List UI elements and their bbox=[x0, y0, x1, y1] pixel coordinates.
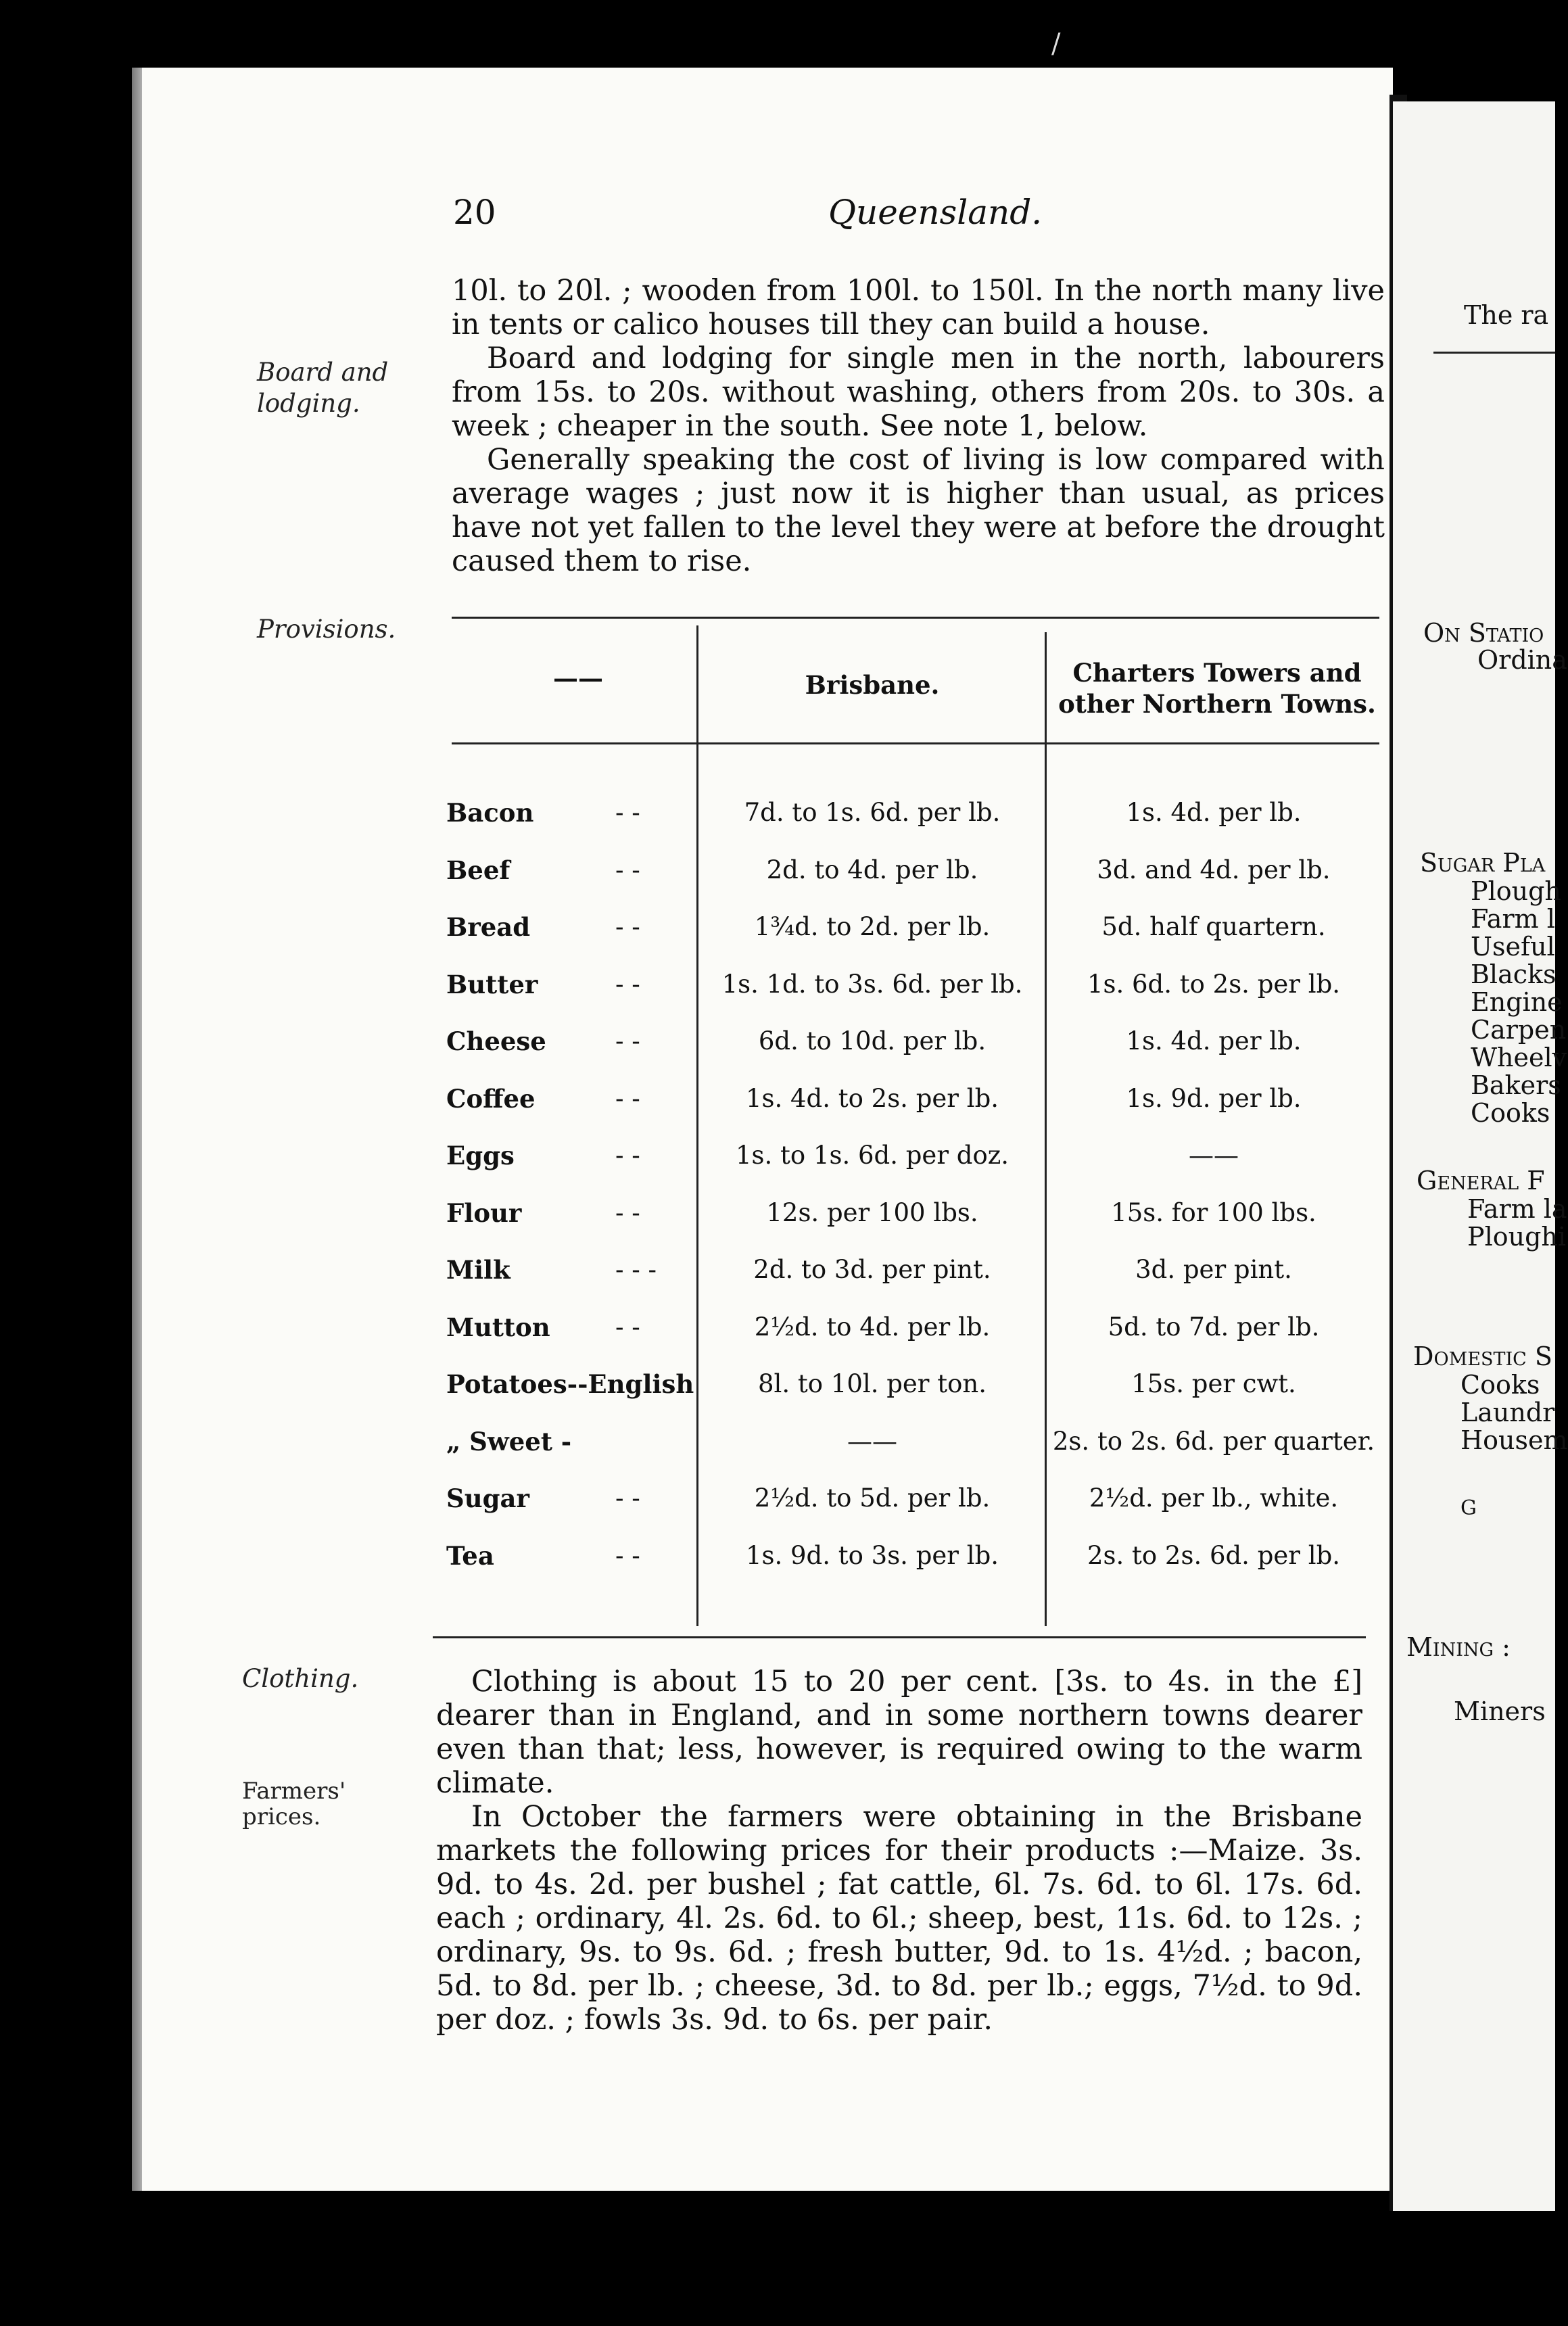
facing-text: Carpen bbox=[1471, 1015, 1567, 1045]
table-cell-brisbane: 8l. to 10l. per ton. bbox=[757, 1369, 987, 1398]
facing-text: The ra bbox=[1464, 300, 1549, 330]
table-cell-item: Beef bbox=[446, 855, 510, 885]
facing-text: Engine bbox=[1471, 987, 1563, 1017]
table-cell-leader: - - bbox=[615, 969, 640, 999]
facing-text: Laundr bbox=[1460, 1398, 1555, 1427]
page-number: 20 bbox=[453, 193, 496, 232]
table-cell-brisbane: 1s. 1d. to 3s. 6d. per lb. bbox=[721, 969, 1023, 999]
table-cell-brisbane: 1s. 4d. to 2s. per lb. bbox=[745, 1083, 999, 1113]
page-mark: / bbox=[1051, 28, 1061, 60]
table-top-rule bbox=[452, 617, 1379, 619]
facing-text: Cooks bbox=[1471, 1098, 1550, 1128]
facing-text: On Statio bbox=[1423, 618, 1544, 648]
table-cell-item: Tea bbox=[446, 1540, 494, 1571]
paragraph-board: Board and lodging for single men in the north, labourers from 15s. to 20s. without washing, others from 20s. to 30s. a week ; cheaper in the south. See note 1, below. bbox=[452, 341, 1385, 443]
table-cell-northern: 1s. 6d. to 2s. per lb. bbox=[1087, 969, 1341, 999]
table-cell-brisbane: 1¾d. to 2d. per lb. bbox=[754, 912, 991, 941]
facing-rule bbox=[1433, 352, 1555, 354]
table-cell-item: Coffee bbox=[446, 1083, 536, 1114]
table-cell-item: Mutton bbox=[446, 1312, 550, 1342]
facing-text: Plough bbox=[1471, 876, 1561, 906]
table-cell-item: Bacon bbox=[446, 798, 534, 828]
margin-note-provisions: Provisions. bbox=[257, 615, 396, 644]
facing-page-fragment bbox=[1393, 101, 1568, 2211]
paragraph-housing: 10l. to 20l. ; wooden from 100l. to 150l. In the north many live in tents or calico houses till they can build a house. bbox=[452, 274, 1385, 341]
table-cell-leader: - - bbox=[615, 1540, 640, 1570]
facing-text: Housem bbox=[1460, 1425, 1568, 1455]
facing-text: Wheelv bbox=[1471, 1043, 1567, 1072]
facing-text: Useful bbox=[1471, 932, 1555, 962]
margin-note-farmers: Farmers' prices. bbox=[242, 1778, 346, 1830]
table-column-rule bbox=[1045, 632, 1047, 1626]
table-cell-leader: - - bbox=[615, 1083, 640, 1113]
margin-note-clothing: Clothing. bbox=[242, 1664, 359, 1693]
table-cell-northern: 5d. to 7d. per lb. bbox=[1108, 1312, 1320, 1342]
table-cell-northern: 15s. per cwt. bbox=[1131, 1369, 1296, 1398]
paragraph-cost-of-living: Generally speaking the cost of living is low compared with average wages ; just now it is higher than usual, as prices have not yet fallen to the level they were at before the drought caused them to rise. bbox=[452, 443, 1385, 578]
table-cell-northern: 1s. 4d. per lb. bbox=[1126, 1026, 1302, 1055]
table-cell-leader: - - bbox=[615, 1197, 640, 1227]
facing-text: Bakers bbox=[1471, 1070, 1561, 1100]
table-cell-brisbane: 12s. per 100 lbs. bbox=[766, 1197, 978, 1227]
table-cell-leader: - - bbox=[615, 1141, 640, 1170]
table-cell-leader: - - bbox=[615, 912, 640, 941]
table-cell-brisbane: 2½d. to 4d. per lb. bbox=[754, 1312, 991, 1342]
table-cell-item: Sugar bbox=[446, 1484, 529, 1513]
table-header-item: —— bbox=[553, 663, 603, 693]
running-title: Queensland. bbox=[828, 193, 1043, 232]
table-cell-leader: - - bbox=[615, 1484, 640, 1513]
facing-text: Farm la bbox=[1467, 1194, 1567, 1224]
table-cell-leader: - - bbox=[615, 855, 640, 884]
facing-text: Cooks bbox=[1460, 1370, 1540, 1400]
facing-text: Domestic S bbox=[1413, 1342, 1552, 1371]
table-cell-brisbane: 6d. to 10d. per lb. bbox=[758, 1026, 987, 1055]
table-cell-brisbane: —— bbox=[847, 1426, 897, 1456]
table-cell-item: Potatoes--English bbox=[446, 1369, 694, 1399]
table-cell-brisbane: 2d. to 4d. per lb. bbox=[766, 855, 978, 884]
table-cell-brisbane: 2d. to 3d. per pint. bbox=[753, 1255, 991, 1284]
table-column-rule bbox=[696, 744, 698, 1626]
table-cell-northern: 1s. 4d. per lb. bbox=[1126, 798, 1302, 827]
table-cell-northern: 2s. to 2s. 6d. per lb. bbox=[1087, 1540, 1341, 1570]
table-cell-northern: 15s. for 100 lbs. bbox=[1111, 1197, 1316, 1227]
table-cell-leader: - - bbox=[615, 1312, 640, 1342]
facing-text: Mining : bbox=[1406, 1632, 1511, 1662]
table-header-rule bbox=[452, 742, 1379, 744]
table-column-rule bbox=[696, 625, 698, 744]
table-cell-leader: - - bbox=[615, 1026, 640, 1055]
table-cell-leader: - - - bbox=[615, 1255, 657, 1284]
table-cell-brisbane: 2½d. to 5d. per lb. bbox=[754, 1484, 991, 1513]
body-text-bottom bbox=[436, 1665, 1362, 2037]
facing-text: Sugar Pla bbox=[1420, 848, 1546, 878]
table-cell-leader: - - bbox=[615, 798, 640, 827]
table-cell-northern: 3d. per pint. bbox=[1135, 1255, 1292, 1284]
table-cell-northern: 2s. to 2s. 6d. per quarter. bbox=[1052, 1426, 1375, 1456]
facing-text: Ploughi bbox=[1467, 1222, 1567, 1252]
facing-text: Farm l bbox=[1471, 904, 1555, 934]
table-cell-item: Butter bbox=[446, 969, 538, 999]
table-cell-brisbane: 1s. to 1s. 6d. per doz. bbox=[735, 1141, 1009, 1170]
table-cell-northern: —— bbox=[1189, 1141, 1239, 1170]
facing-text: Miners bbox=[1454, 1696, 1546, 1726]
table-cell-brisbane: 7d. to 1s. 6d. per lb. bbox=[744, 798, 1001, 827]
margin-note-board: Board and lodging. bbox=[257, 358, 389, 418]
body-text-top bbox=[452, 274, 1385, 578]
table-cell-item: Cheese bbox=[446, 1026, 546, 1056]
table-cell-item: „ Sweet - bbox=[446, 1426, 572, 1456]
table-bottom-rule bbox=[433, 1636, 1366, 1638]
table-cell-item: Bread bbox=[446, 912, 531, 942]
facing-text: Blacks bbox=[1471, 959, 1557, 989]
table-cell-northern: 2½d. per lb., white. bbox=[1089, 1484, 1339, 1513]
table-header-northern: Charters Towers and other Northern Towns. bbox=[1058, 658, 1376, 719]
table-header-brisbane: Brisbane. bbox=[805, 670, 940, 700]
table-cell-item: Eggs bbox=[446, 1141, 515, 1170]
paragraph-clothing: Clothing is about 15 to 20 per cent. [3s. to 4s. in the £] dearer than in England, and in some northern towns dearer even than that; less, however, is required owing to the warm climate. bbox=[436, 1665, 1362, 1800]
table-cell-item: Flour bbox=[446, 1197, 522, 1228]
table-cell-item: Milk bbox=[446, 1255, 510, 1285]
facing-text: G bbox=[1460, 1496, 1477, 1520]
paragraph-farmers-prices: In October the farmers were obtaining in the Brisbane markets the following prices for their products :—Maize. 3s. 9d. to 4s. 2d. per bushel ; fat cattle, 6l. 7s. 6d. to 6l. 17s. 6d. each ; ordinary, 4l. 2s. 6d. to 6l.; sheep, best, 11s. 6d. to 12s. ; ordinary, 9s. to 9s. 6d. ; fresh butter, 9d. to 1s. 4½d. ; bacon, 5d. to 8d. per lb. ; cheese, 3d. to 8d. per lb.; eggs, 7½d. to 9d. per doz. ; fowls 3s. 9d. to 6s. per pair. bbox=[436, 1800, 1362, 2037]
table-cell-northern: 1s. 9d. per lb. bbox=[1126, 1083, 1302, 1113]
facing-text: General F bbox=[1417, 1166, 1545, 1195]
table-cell-northern: 3d. and 4d. per lb. bbox=[1097, 855, 1331, 884]
facing-text: Ordina bbox=[1477, 645, 1567, 675]
table-cell-brisbane: 1s. 9d. to 3s. per lb. bbox=[745, 1540, 999, 1570]
table-cell-northern: 5d. half quartern. bbox=[1101, 912, 1326, 941]
